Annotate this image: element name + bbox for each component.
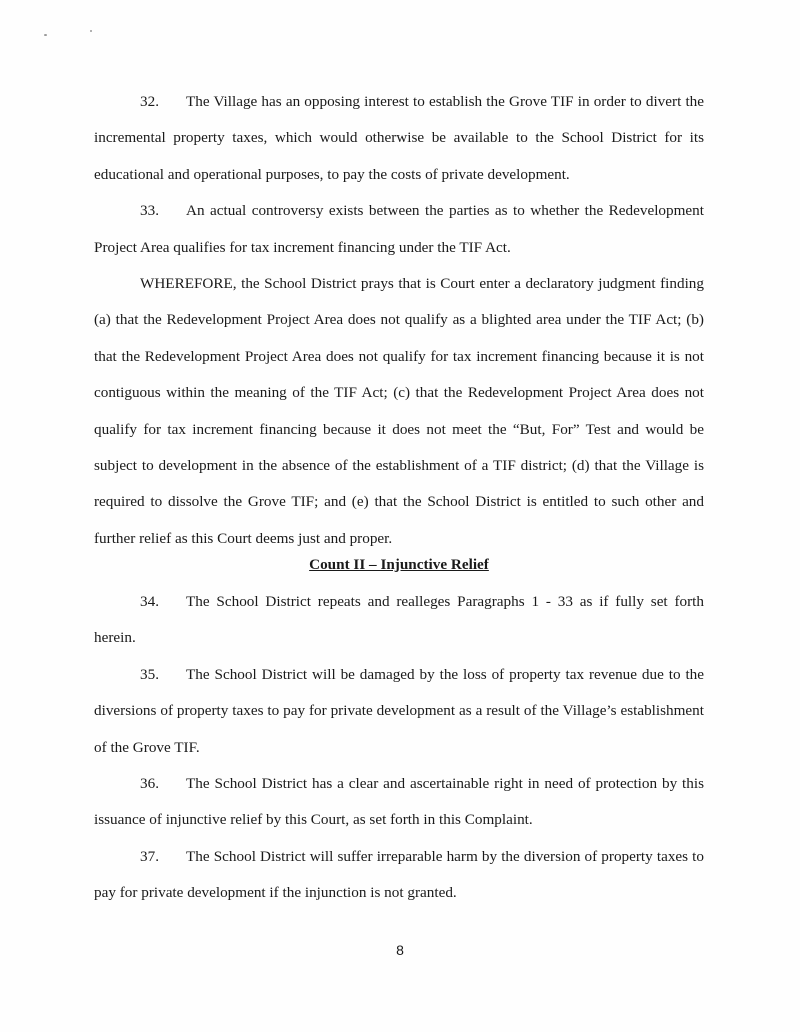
wherefore-clause: WHEREFORE, the School District prays that is Court enter a declaratory judgment finding (a) that the Redevelopment Project Area does not qualify as a blighted area under the TIF Act; (b) that the Redevelopment Project Area does not qualify for tax increment financing because it is not contiguous within the meaning of the TIF Act; (c) that the Redevelopment Project Area does not qualify for tax increment financing because it does not meet the “But, For” Test and would be subject to development in the absence of the establishment of a TIF district; (d) that the Village is required to dissolve the Grove TIF; and (e) that the School District is entitled to such other and further relief as this Court deems just and proper. <box>94 275 704 547</box>
page-number: 8 <box>396 942 404 958</box>
upper-text-block <box>94 84 704 557</box>
paragraph-number: 35. <box>140 665 159 683</box>
paragraph-number: 34. <box>140 593 159 610</box>
paragraph-number: 36. <box>140 775 159 793</box>
lower-text-block <box>94 584 704 912</box>
paragraph-36 <box>94 766 704 839</box>
paragraph-text: The School District repeats and realleges Paragraphs 1 - 33 as if fully set forth herein. <box>94 593 704 647</box>
paragraph-text: The School District has a clear and ascertainable right in need of protection by this issuance of injunctive relief by this Court, as set forth in this Complaint. <box>94 775 704 829</box>
paragraph-32 <box>94 84 704 193</box>
paragraph-37 <box>94 839 704 912</box>
scan-speck <box>44 34 47 36</box>
paragraph-text: The School District will suffer irreparable harm by the diversion of property taxes to pay for private development if the injunction is not granted. <box>94 847 704 902</box>
paragraph-text: The School District will be damaged by the loss of property tax revenue due to the diversions of property taxes to pay for private development as a result of the Village’s establishment of the Grove TIF. <box>94 665 704 756</box>
paragraph-number: 32. <box>140 93 159 110</box>
paragraph-34 <box>94 584 704 657</box>
paragraph-35 <box>94 657 704 766</box>
paragraph-number: 33. <box>140 202 159 220</box>
paragraph-text: An actual controversy exists between the parties as to whether the Redevelopment Project Area qualifies for tax increment financing under the TIF Act. <box>94 202 704 256</box>
paragraph-text: The Village has an opposing interest to establish the Grove TIF in order to divert the incremental property taxes, which would otherwise be available to the School District for its educational and operational purposes, to pay the costs of private development. <box>94 93 704 183</box>
paragraph-33 <box>94 193 704 266</box>
paragraph-number: 37. <box>140 847 159 865</box>
scan-speck <box>90 30 92 32</box>
section-heading: Count II – Injunctive Relief <box>309 556 489 573</box>
